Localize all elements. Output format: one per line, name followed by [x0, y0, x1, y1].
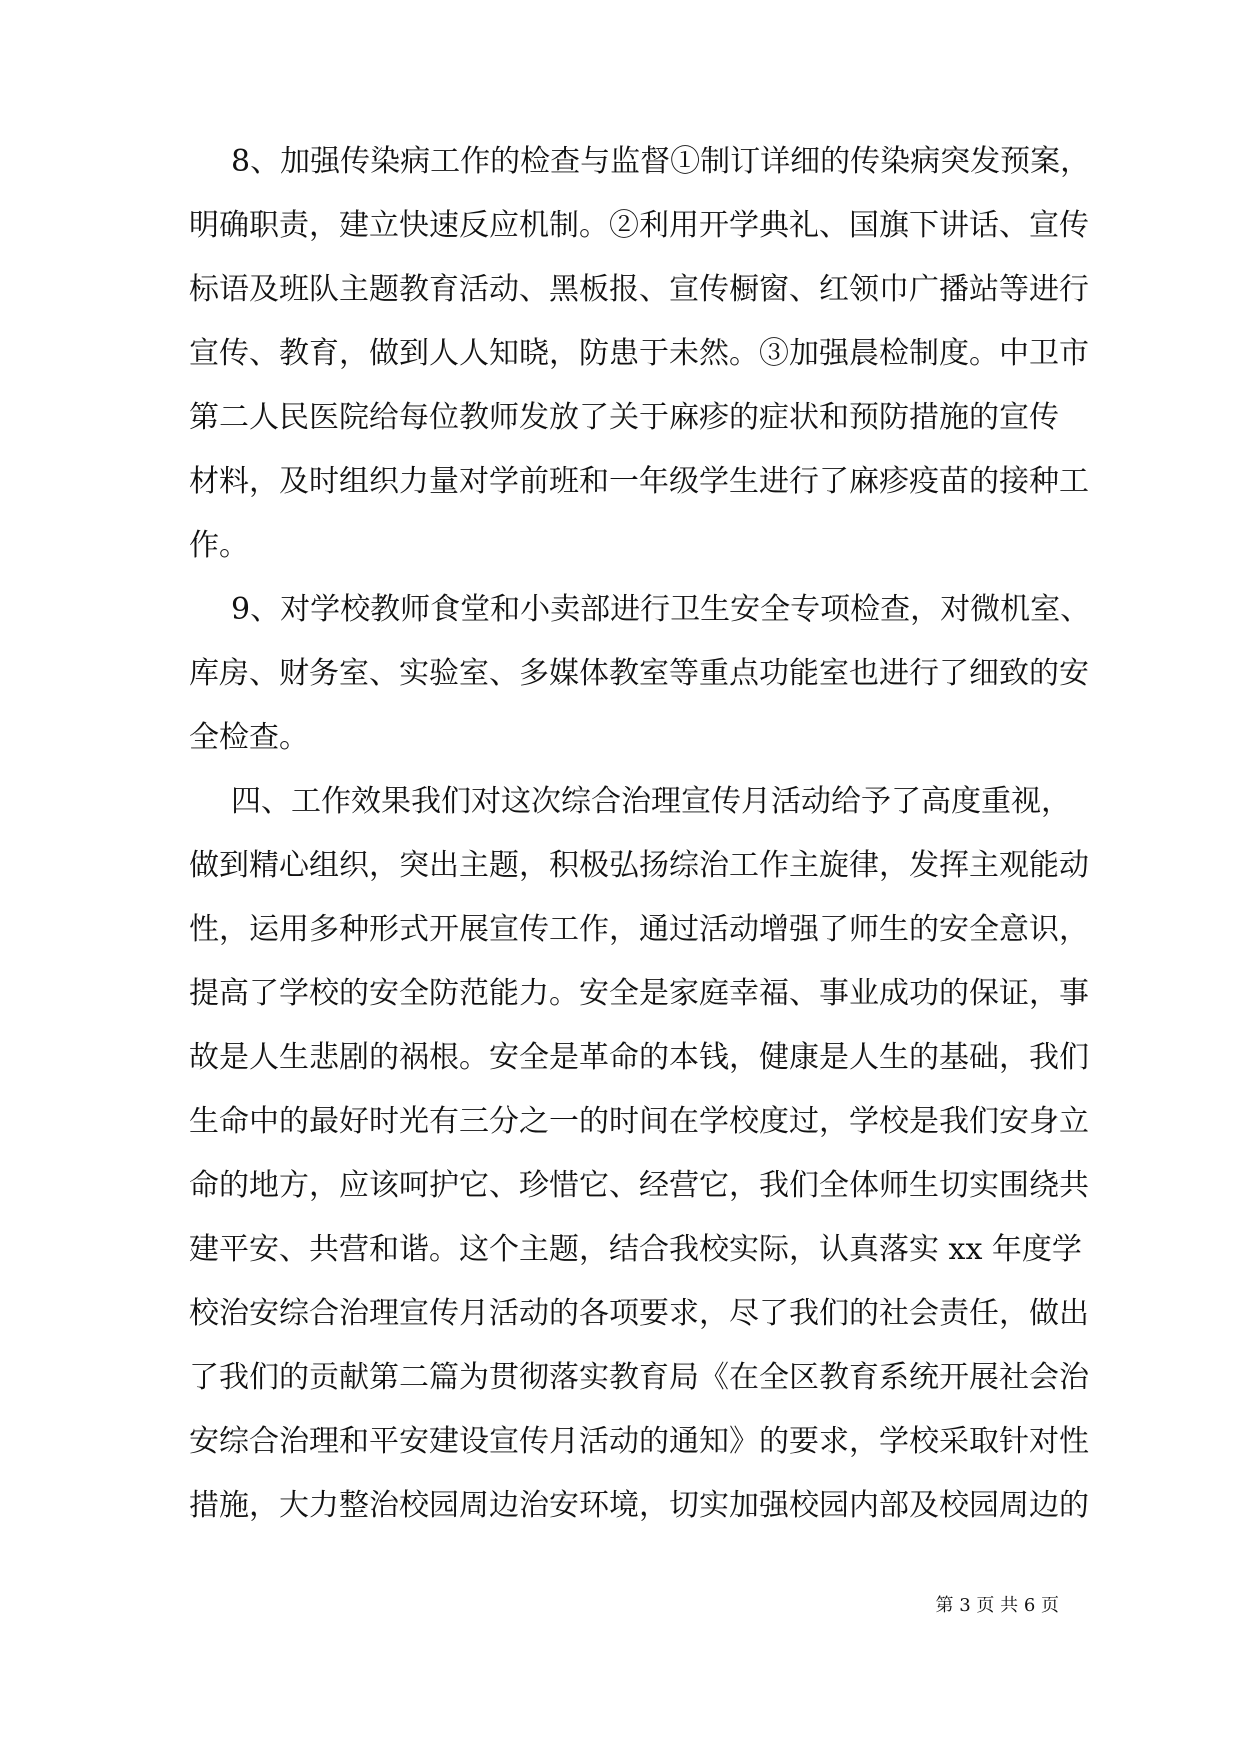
paragraph-4-line-10: 了我们的贡献第二篇为贯彻落实教育局《在全区教育系统开展社会治	[189, 1360, 1089, 1395]
paragraph-4-line-8: 建平安、共营和谐。这个主题，结合我校实际，认真落实 xx 年度学	[189, 1232, 1082, 1267]
paragraph-8-line-4: 宣传、教育，做到人人知晓，防患于未然。③加强晨检制度。中卫市	[189, 336, 1089, 371]
paragraph-4-line-5: 故是人生悲剧的祸根。安全是革命的本钱，健康是人生的基础，我们	[189, 1040, 1089, 1075]
paragraph-4-line-6: 生命中的最好时光有三分之一的时间在学校度过，学校是我们安身立	[189, 1104, 1089, 1139]
paragraph-4-line-1: 四、工作效果我们对这次综合治理宣传月活动给予了高度重视，	[231, 784, 1071, 819]
paragraph-4-line-11: 安综合治理和平安建设宣传月活动的通知》的要求，学校采取针对性	[189, 1424, 1089, 1459]
paragraph-4-line-3: 性，运用多种形式开展宣传工作，通过活动增强了师生的安全意识，	[189, 912, 1089, 947]
paragraph-8-line-1: 8、加强传染病工作的检查与监督①制订详细的传染病突发预案，	[231, 144, 1091, 179]
paragraph-4-line-9: 校治安综合治理宣传月活动的各项要求，尽了我们的社会责任，做出	[189, 1296, 1089, 1331]
paragraph-9-line-2: 库房、财务室、实验室、多媒体教室等重点功能室也进行了细致的安	[189, 656, 1089, 691]
paragraph-9-line-3: 全检查。	[189, 720, 309, 755]
page-number-footer: 第 3 页 共 6 页	[935, 1595, 1059, 1616]
paragraph-8-line-5: 第二人民医院给每位教师发放了关于麻疹的症状和预防措施的宣传	[189, 400, 1059, 435]
paragraph-8-line-7: 作。	[189, 528, 249, 563]
paragraph-8-line-6: 材料，及时组织力量对学前班和一年级学生进行了麻疹疫苗的接种工	[189, 464, 1089, 499]
paragraph-4-line-7: 命的地方，应该呵护它、珍惜它、经营它，我们全体师生切实围绕共	[189, 1168, 1089, 1203]
paragraph-9-line-1: 9、对学校教师食堂和小卖部进行卫生安全专项检查，对微机室、	[231, 592, 1091, 627]
paragraph-4-line-4: 提高了学校的安全防范能力。安全是家庭幸福、事业成功的保证，事	[189, 976, 1089, 1011]
paragraph-4-line-2: 做到精心组织，突出主题，积极弘扬综治工作主旋律，发挥主观能动	[189, 848, 1089, 883]
paragraph-8-line-3: 标语及班队主题教育活动、黑板报、宣传橱窗、红领巾广播站等进行	[189, 272, 1089, 307]
paragraph-8-line-2: 明确职责，建立快速反应机制。②利用开学典礼、国旗下讲话、宣传	[189, 208, 1089, 243]
paragraph-4-line-12: 措施，大力整治校园周边治安环境，切实加强校园内部及校园周边的	[189, 1488, 1089, 1523]
